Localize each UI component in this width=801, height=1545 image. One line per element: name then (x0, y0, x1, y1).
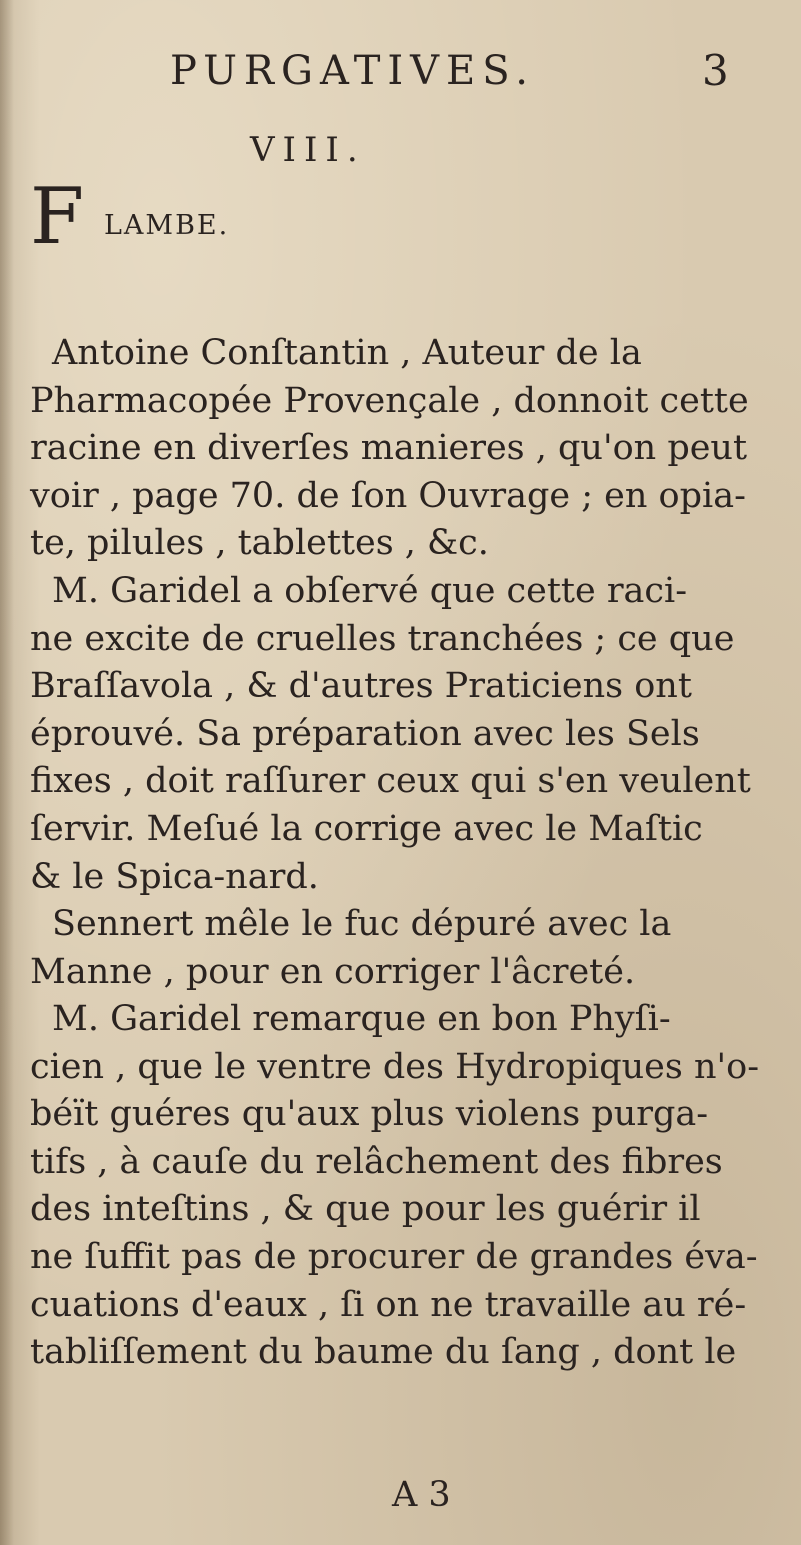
text-line: M. Garidel remarque en bon Phyſi- (52, 999, 671, 1039)
text-line: béït guéres qu'aux plus violens purga- (30, 1094, 709, 1135)
page-signature: 3 (702, 46, 729, 95)
text-line: cuations d'eaux , ſi on ne travaille au ré- (30, 1284, 747, 1325)
text-line: Antoine Conſtantin , Auteur de la (52, 333, 642, 373)
running-head: PURGATIVES. (170, 48, 535, 94)
catchword-signature: A 3 (392, 1475, 451, 1515)
text-line: racine en diverſes manieres , qu'on peut (30, 428, 748, 469)
text-line: Manne , pour en corriger l'âcreté. (30, 951, 636, 992)
text-line: ſervir. Meſué la corrige avec le Maſtic (30, 808, 703, 849)
text-line: voir , page 70. de ſon Ouvrage ; en opia- (30, 475, 746, 516)
entry-title: LAMBE. (104, 210, 230, 241)
text-line: fixes , doit raſſurer ceux qui s'en veulent (30, 761, 751, 802)
text-line: des inteſtins , & que pour les guérir il (30, 1189, 701, 1230)
text-line: tifs , à cauſe du relâchement des fibres (30, 1141, 723, 1182)
text-line: te, pilules , tablettes , &c. (30, 523, 489, 564)
text-line: Braſſavola , & d'autres Praticiens ont (30, 666, 692, 707)
paragraph-2 (30, 568, 768, 901)
text-line: tabliſſement du baume du ſang , dont le (30, 1332, 737, 1373)
text-line: éprouvé. Sa préparation avec les Sels (30, 713, 700, 754)
text-line: ne excite de cruelles tranchées ; ce que (30, 618, 735, 659)
text-line: ne ſuffit pas de procurer de grandes éva- (30, 1236, 758, 1277)
text-line: Sennert mêle le fuc dépuré avec la (52, 904, 672, 944)
paragraph-3 (30, 901, 768, 996)
section-number: VIII. (250, 130, 366, 170)
paragraph-4 (30, 996, 768, 1377)
page-gutter-shadow (0, 0, 14, 1545)
text-line: & le Spica-nard. (30, 856, 319, 897)
text-line: Pharmacopée Provençale , donnoit cette (30, 380, 749, 421)
text-line: M. Garidel a obſervé que cette raci- (52, 571, 688, 611)
text-line: cien , que le ventre des Hydropiques n'o- (30, 1046, 760, 1087)
paragraph-1 (30, 330, 768, 568)
drop-capital: F (30, 172, 85, 262)
